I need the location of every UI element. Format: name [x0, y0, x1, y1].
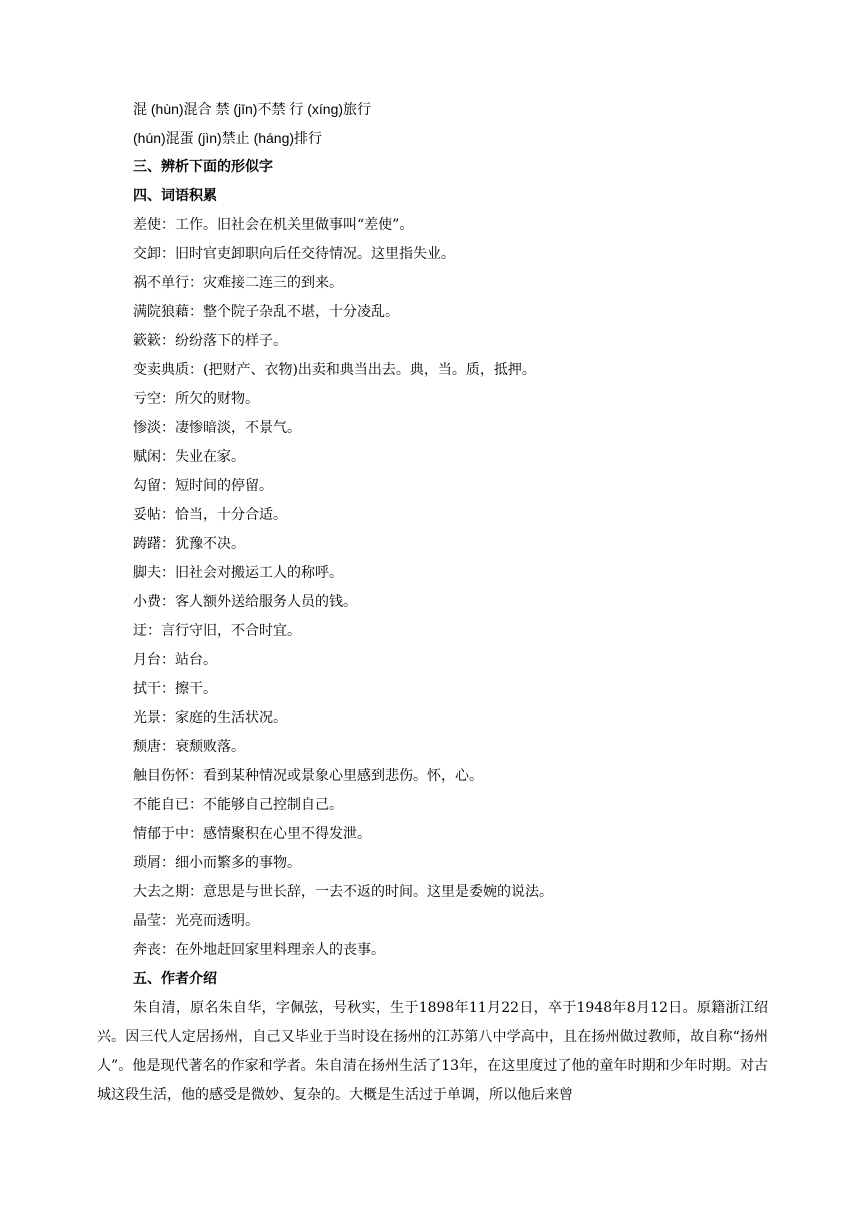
- vocab-item: 满院狼藉：整个院子杂乱不堪，十分凌乱。: [133, 304, 399, 320]
- vocab-item: 奔丧：在外地赶回家里料理亲人的丧事。: [133, 942, 385, 958]
- vocab-item: 情郁于中：感情聚积在心里不得发泄。: [133, 826, 371, 842]
- vocab-item: 不能自已：不能够自己控制自己。: [133, 797, 343, 813]
- section-5-heading: 五、作者介绍: [133, 971, 217, 987]
- vocab-item: 触目伤怀：看到某种情况或景象心里感到悲伤。怀，心。: [133, 768, 483, 784]
- vocab-item: 小费：客人额外送给服务人员的钱。: [133, 594, 357, 610]
- vocab-item: 祸不单行：灾难接二连三的到来。: [133, 275, 343, 291]
- vocab-item: 惨淡：凄惨暗淡，不景气。: [133, 420, 301, 436]
- vocab-item: 大去之期：意思是与世长辞，一去不返的时间。这里是委婉的说法。: [133, 884, 553, 900]
- document-body: [0, 95, 860, 1110]
- vocab-item: 变卖典质：(把财产、衣物)出卖和典当出去。典，当。质，抵押。: [133, 362, 536, 378]
- pinyin-line-1: 混 (hùn)混合 禁 (jīn)不禁 行 (xíng)旅行: [133, 101, 372, 117]
- vocab-item: 簌簌：纷纷落下的样子。: [133, 333, 287, 349]
- vocab-item: 琐屑：细小而繁多的事物。: [133, 855, 301, 871]
- vocab-item: 交卸：旧时官吏卸职向后任交待情况。这里指失业。: [133, 246, 455, 262]
- pinyin-line-2: (hún)混蛋 (jìn)禁止 (háng)排行: [133, 130, 323, 146]
- vocab-item: 差使：工作。旧社会在机关里做事叫“差使”。: [133, 217, 414, 233]
- section-3-heading: 三、辨析下面的形似字: [133, 159, 273, 175]
- vocab-item: 勾留：短时间的停留。: [133, 478, 273, 494]
- vocab-item: 迂：言行守旧，不合时宜。: [133, 623, 301, 639]
- vocab-item: 赋闲：失业在家。: [133, 449, 245, 465]
- vocab-item: 晶莹：光亮而透明。: [133, 913, 259, 929]
- author-paragraph: 朱自清，原名朱自华，字佩弦，号秋实，生于1898年11月22日，卒于1948年8月12日。原籍浙江绍兴。因三代人定居扬州，自己又毕业于当时设在扬州的江苏第八中学高中，且在扬州做过教师，故自称“扬州人”。他是现代著名的作家和学者。朱自清在扬州生活了13年，在这里度过了他的童年时期和少年时期。对古城这段生活，他的感受是微妙、复杂的。大概是生活过于单调，所以他后来曾: [97, 1000, 768, 1103]
- vocab-item: 光景：家庭的生活状况。: [133, 710, 287, 726]
- section-4-heading: 四、词语积累: [133, 188, 217, 204]
- vocab-item: 拭干：擦干。: [133, 681, 217, 697]
- vocab-item: 月台：站台。: [133, 652, 217, 668]
- vocab-item: 颓唐：衰颓败落。: [133, 739, 245, 755]
- vocab-item: 踌躇：犹豫不决。: [133, 536, 245, 552]
- vocab-item: 妥帖：恰当，十分合适。: [133, 507, 287, 523]
- vocab-list: [0, 211, 860, 965]
- vocab-item: 脚夫：旧社会对搬运工人的称呼。: [133, 565, 343, 581]
- vocab-item: 亏空：所欠的财物。: [133, 391, 259, 407]
